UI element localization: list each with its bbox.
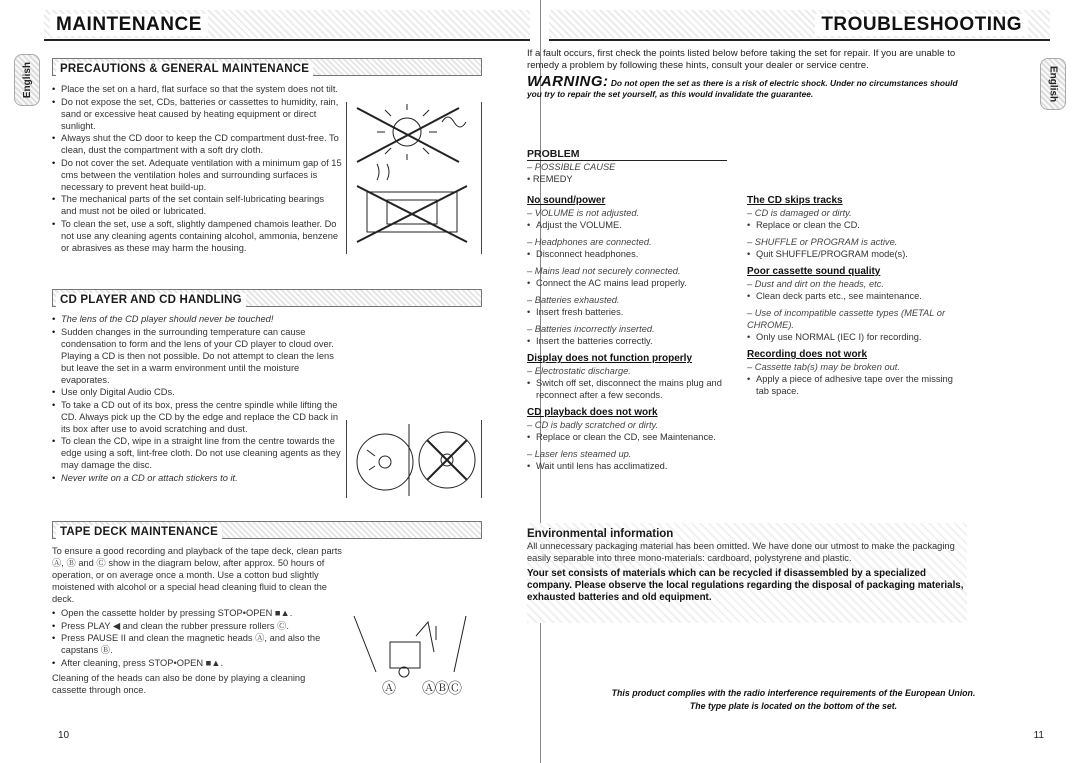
intro-text: If a fault occurs, first check the points listed below before taking the set for repair. If you are unable to remedy a problem by following these hints, consult your dealer or service centre. <box>527 48 956 71</box>
environment-body: All unnecessary packaging material has been omitted. We have done our utmost to make the packaging easily separable into three mono-materials: cardboard, polystyrene and plastic. <box>527 541 955 563</box>
diagram-label-abc: ⒶⒷⒸ <box>422 680 461 696</box>
tape-deck-illustration <box>346 612 482 702</box>
list-item: • Do not cover the set. Adequate ventilation with a minimum gap of 15 cms between the ventilation holes and surrounding surfaces is necessary to prevent heat build-up. <box>52 157 342 193</box>
legend-remedy: • REMEDY <box>527 174 573 184</box>
list-item: • The mechanical parts of the set contain self-lubricating bearings and must not be oiled or lubricated. <box>52 193 342 217</box>
section-heading-tape-deck: TAPE DECK MAINTENANCE <box>52 521 482 539</box>
troubleshoot-column-left <box>527 195 735 478</box>
cd-cleaning-illustration <box>346 420 482 498</box>
compliance-note <box>527 687 1060 713</box>
list-item: • Never write on a CD or attach stickers to it. <box>52 472 342 484</box>
section-heading-precautions: PRECAUTIONS & GENERAL MAINTENANCE <box>52 58 482 76</box>
problem-title: The CD skips tracks <box>747 195 843 206</box>
tape-deck-outro: Cleaning of the heads can also be done by playing a cleaning cassette through once. <box>52 672 306 695</box>
compliance-line: The type plate is located on the bottom of the set. <box>689 701 898 711</box>
list-item: • Sudden changes in the surrounding temperature can cause condensation to form and the lens of your CD player to cloud over. Playing a CD is then not possible. Do not attempt to clean the lens but leave the set in a warm environment until the moisture evaporates. <box>52 326 342 386</box>
problem-block: No sound/power – VOLUME is not adjusted. • Adjust the VOLUME. – Headphones are connected. • Disconnect headphones. – Mains lead not securely connected. • Connect the AC mains lead properly. – Batteries exhausted. • Insert fresh batteries. – Batteries incorrectly inserted. • Insert the batteries correctly. <box>527 195 735 347</box>
list-item: • Place the set on a hard, flat surface so that the system does not tilt. <box>52 83 342 95</box>
precautions-illustration <box>346 102 482 254</box>
troubleshoot-column-right <box>747 195 959 403</box>
list-item: • Press PAUSE II and clean the magnetic heads Ⓐ, and also the capstans Ⓑ. <box>52 632 342 656</box>
environment-recycling: Your set consists of materials which can be recycled if disassembled by a specialized company. Please observe the local regulations regarding the disposal of packaging materials, exhausted batteries and old equipment. <box>527 568 964 603</box>
language-tab <box>14 54 40 106</box>
problem-block: The CD skips tracks – CD is damaged or dirty. • Replace or clean the CD. – SHUFFLE or PROGRAM is active. • Quit SHUFFLE/PROGRAM mode(s). <box>747 195 959 260</box>
warning-body: Do not open the set as there is a risk of electric shock. Under no circumstances should you try to repair the set yourself, as this would invalidate the guarantee. <box>527 78 958 99</box>
problem-block: CD playback does not work – CD is badly scratched or dirty. • Replace or clean the CD, see Maintenance. – Laser lens steamed up. • Wait until lens has acclimatized. <box>527 407 735 472</box>
warning-word: WARNING: <box>527 73 609 90</box>
problem-block: Display does not function properly – Electrostatic discharge. • Switch off set, disconnect the mains plug and reconnect after a few seconds. <box>527 353 735 401</box>
language-tab-label: English <box>1047 65 1059 103</box>
compliance-line: This product complies with the radio interference requirements of the European Union. <box>611 688 976 698</box>
list-item: • Always shut the CD door to keep the CD compartment dust-free. To clean, dust the compartment with a soft dry cloth. <box>52 132 342 156</box>
language-tab <box>1040 58 1066 110</box>
list-item: • To take a CD out of its box, press the centre spindle while lifting the CD. Always pick up the CD by the edge and replace the CD back in its box after use to avoid scratching and dust. <box>52 399 342 435</box>
list-item: • Use only Digital Audio CDs. <box>52 386 342 398</box>
header-rule <box>549 39 1050 41</box>
legend <box>527 148 727 185</box>
list-item: • Open the cassette holder by pressing STOP•OPEN ■▲. <box>52 607 342 619</box>
sun-heat-warning-icon <box>347 102 481 254</box>
tape-heads-icon <box>346 612 482 702</box>
problem-block: Poor cassette sound quality – Dust and dirt on the heads, etc. • Clean deck parts etc., see maintenance. – Use of incompatible cassette types (METAL or CHROME). • Only use NORMAL (IEC I) for recording. <box>747 266 959 343</box>
page-right <box>527 0 1080 763</box>
cd-disc-icon <box>347 420 481 498</box>
language-tab-label: English <box>21 61 33 99</box>
legend-problem: PROBLEM <box>527 148 727 161</box>
list-item: • Do not expose the set, CDs, batteries or cassettes to humidity, rain, sand or excessive heat caused by heating equipment or direct sunlight. <box>52 96 342 132</box>
page-number: 10 <box>58 730 70 741</box>
problem-title: CD playback does not work <box>527 407 658 418</box>
problem-title: Recording does not work <box>747 349 868 360</box>
section-heading-cd-handling: CD PLAYER AND CD HANDLING <box>52 289 482 307</box>
legend-cause: – POSSIBLE CAUSE <box>527 162 616 172</box>
cd-handling-list <box>52 313 342 484</box>
list-item: • Press PLAY ◀ and clean the rubber pressure rollers Ⓒ. <box>52 620 342 632</box>
header-rule <box>44 39 530 41</box>
list-item: • The lens of the CD player should never be touched! <box>52 313 342 325</box>
tape-deck-intro: To ensure a good recording and playback of the tape deck, clean parts Ⓐ, Ⓑ and Ⓒ show in the diagram below, after approx. 50 hours of operation, or on average once a month. Use a cotton bud slightly moistened with alcohol or a special head cleaning fluid to clean the deck. <box>52 546 342 604</box>
problem-title: Display does not function properly <box>527 353 693 364</box>
page-number: 11 <box>1033 730 1044 741</box>
list-item: • To clean the set, use a soft, slightly dampened chamois leather. Do not use any cleaning agents containing alcohol, ammonia, benzene or abrasives as these may harm the housing. <box>52 218 342 254</box>
problem-block: Recording does not work – Cassette tab(s) may be broken out. • Apply a piece of adhesive tape over the missing tab space. <box>747 349 959 397</box>
list-item: • After cleaning, press STOP•OPEN ■▲. <box>52 657 342 669</box>
problem-title: Poor cassette sound quality <box>747 266 881 277</box>
environment-title: Environmental information <box>527 528 674 540</box>
page-title: TROUBLESHOOTING <box>815 14 1028 36</box>
diagram-label-a: Ⓐ <box>382 680 396 696</box>
precautions-list <box>52 83 342 254</box>
page-title: MAINTENANCE <box>50 14 208 36</box>
list-item: • To clean the CD, wipe in a straight line from the centre towards the edge using a soft, lint-free cloth. Do not use cleaning agents as they may damage the disc. <box>52 435 342 471</box>
tape-deck-text <box>52 545 342 698</box>
environment-box <box>527 528 967 604</box>
warning-text <box>527 73 967 100</box>
problem-title: No sound/power <box>527 195 606 206</box>
